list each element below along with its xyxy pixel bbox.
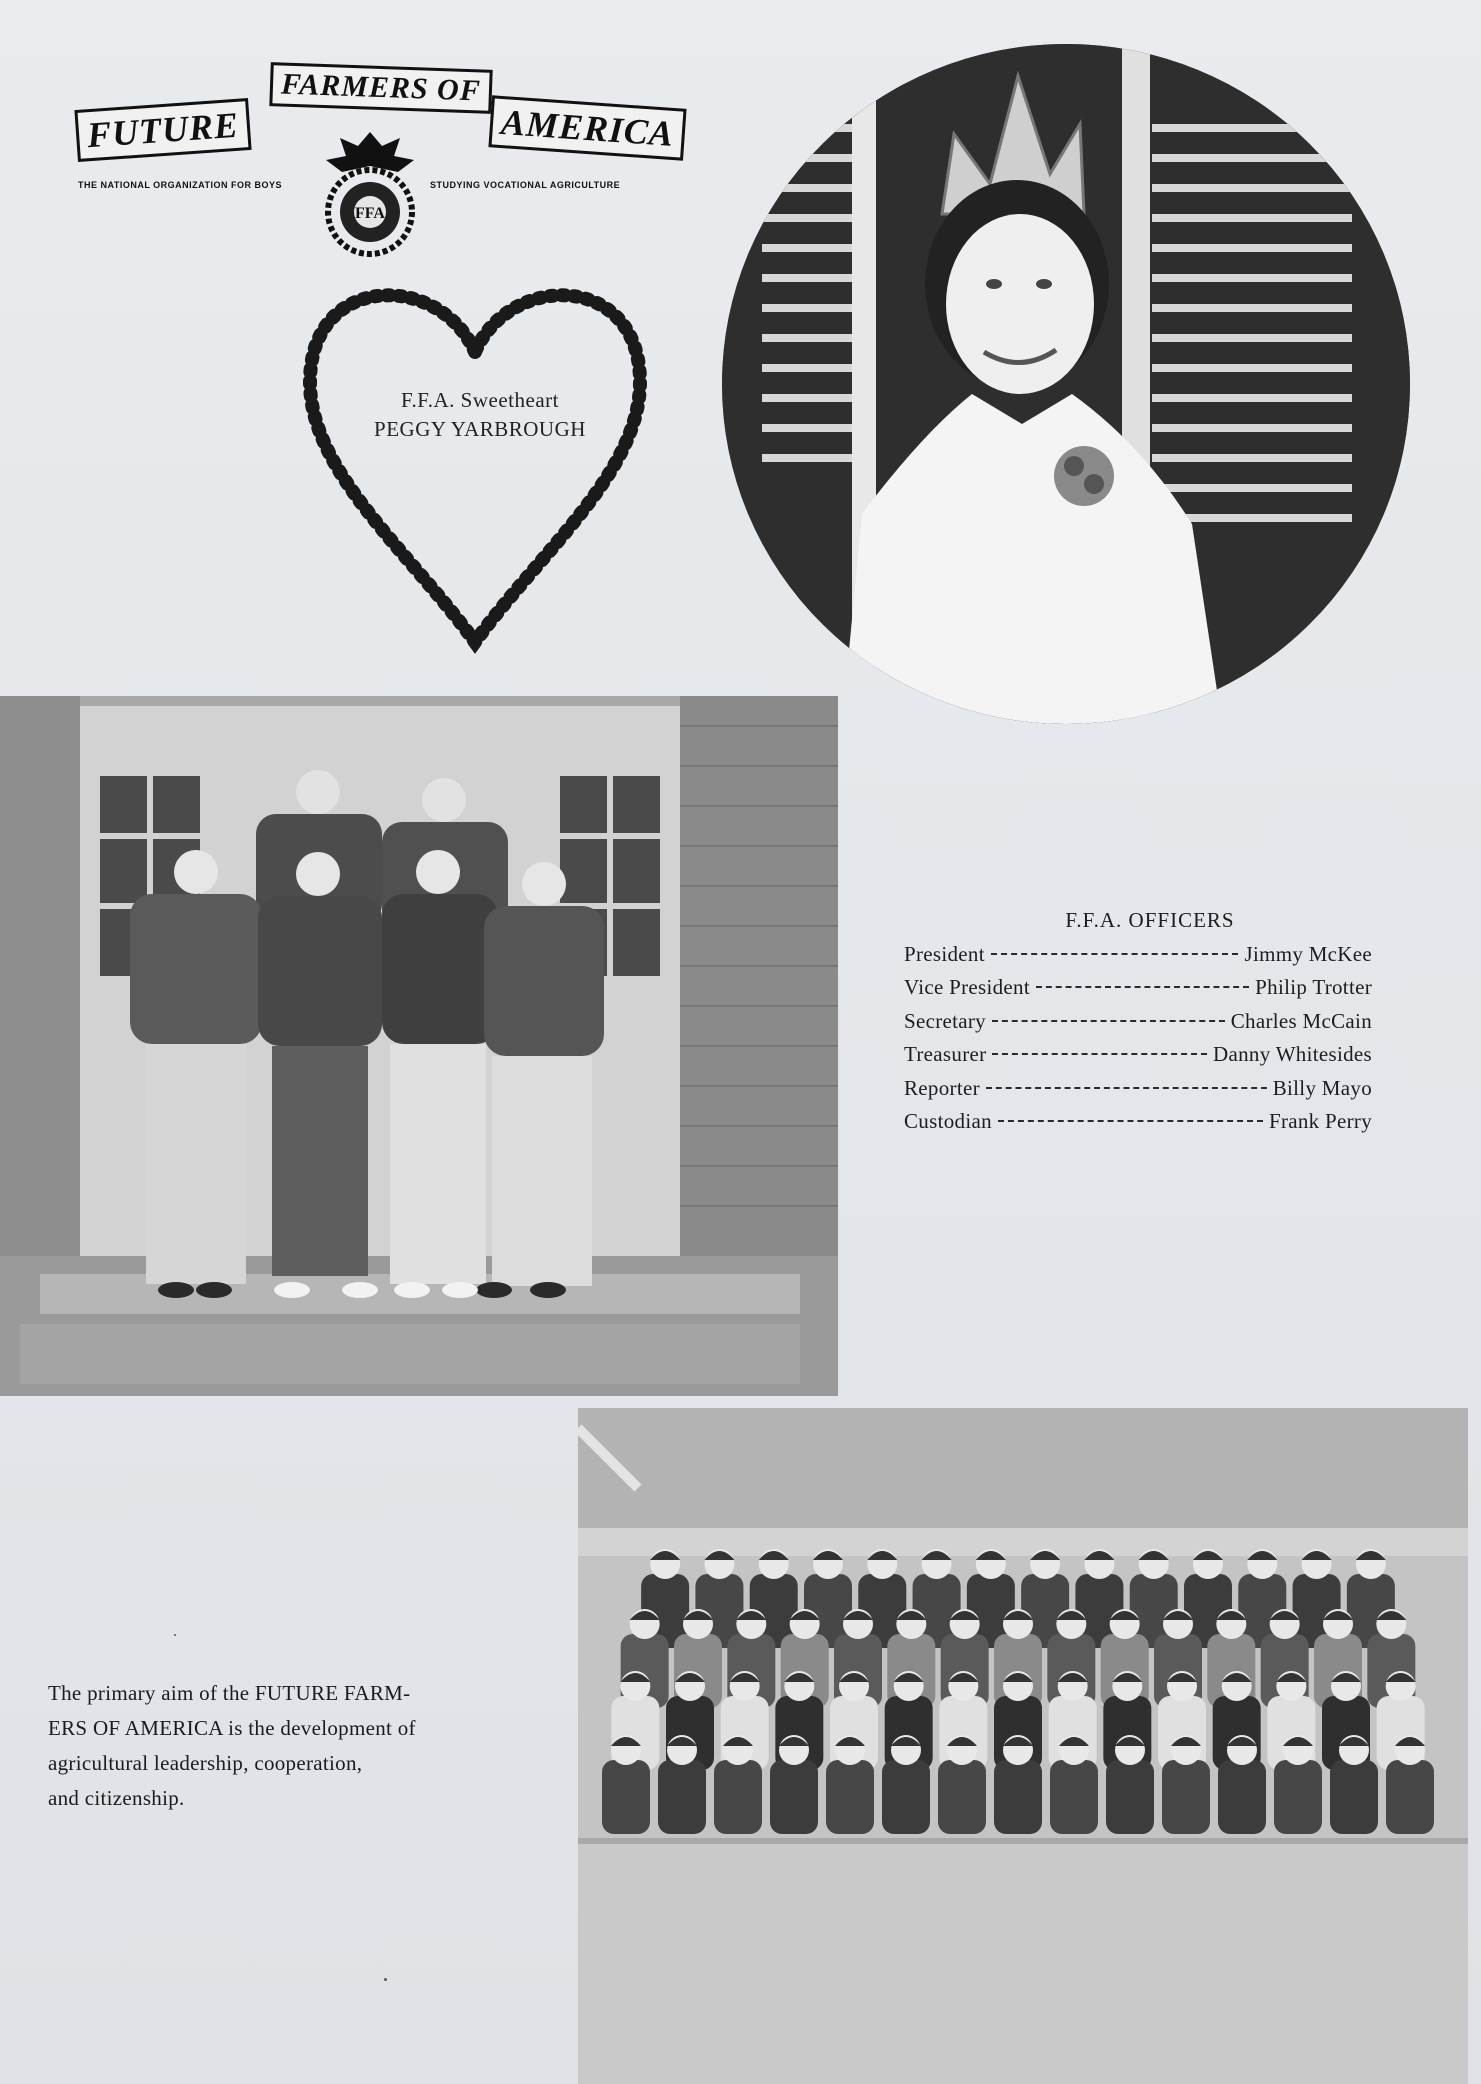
ffa-emblem: [70, 58, 676, 258]
sweetheart-portrait-photo: [722, 44, 1410, 724]
emblem-farmers-word: FARMERS OF: [269, 62, 492, 114]
officer-row-vice-president: [904, 975, 1372, 1008]
aim-line: and citizenship.: [48, 1786, 185, 1810]
svg-text:FFA: FFA: [355, 205, 385, 222]
officer-row-president: [904, 942, 1372, 975]
emblem-subtitle-left: THE NATIONAL ORGANIZATION FOR BOYS: [78, 180, 282, 190]
officer-name: Frank Perry: [1268, 1108, 1372, 1133]
officer-role: President: [904, 942, 985, 966]
officer-name: Billy Mayo: [1272, 1075, 1372, 1100]
sweetheart-name: PEGGY YARBROUGH: [374, 417, 586, 441]
officer-name: Jimmy McKee: [1244, 942, 1372, 966]
dash-leader: [1036, 986, 1249, 988]
sweetheart-caption: [360, 386, 600, 444]
chapter-group-photo: [578, 1408, 1468, 2084]
officer-role: Secretary: [904, 1008, 986, 1033]
dash-leader: [991, 953, 1239, 955]
print-speck: [174, 1634, 176, 1636]
officer-role: Custodian: [904, 1108, 992, 1133]
sweetheart-title: F.F.A. Sweetheart: [401, 388, 559, 412]
ffa-aim-paragraph: [48, 1676, 528, 1816]
officer-row-custodian: [904, 1109, 1372, 1142]
officers-photo: [0, 696, 838, 1396]
emblem-future-word: FUTURE: [74, 98, 251, 162]
ffa-seal-icon: [310, 128, 430, 258]
aim-line: agricultural leadership, cooperation,: [48, 1751, 363, 1775]
aim-line: The primary aim of the FUTURE FARM-: [48, 1681, 411, 1705]
officer-row-treasurer: [904, 1042, 1372, 1075]
dash-leader: [986, 1087, 1267, 1089]
print-speck: [384, 1978, 387, 1981]
officer-name: Danny Whitesides: [1213, 1042, 1372, 1067]
heart-frame-icon: [290, 262, 660, 662]
dash-leader: [992, 1020, 1225, 1022]
dash-leader: [998, 1120, 1263, 1122]
emblem-subtitle-right: STUDYING VOCATIONAL AGRICULTURE: [430, 180, 621, 190]
officer-role: Vice President: [904, 975, 1030, 1000]
aim-line: ERS OF AMERICA is the development of: [48, 1716, 416, 1740]
officer-role: Treasurer: [904, 1042, 987, 1067]
dash-leader: [992, 1053, 1207, 1055]
officer-role: Reporter: [904, 1075, 980, 1100]
officer-row-secretary: [904, 1009, 1372, 1042]
officer-name: Philip Trotter: [1255, 975, 1372, 1000]
officer-name: Charles McCain: [1230, 1008, 1372, 1033]
emblem-america-word: AMERICA: [488, 95, 686, 160]
officers-list: [904, 942, 1372, 1142]
officers-heading: F.F.A. OFFICERS: [1065, 908, 1235, 932]
officer-row-reporter: [904, 1076, 1372, 1109]
